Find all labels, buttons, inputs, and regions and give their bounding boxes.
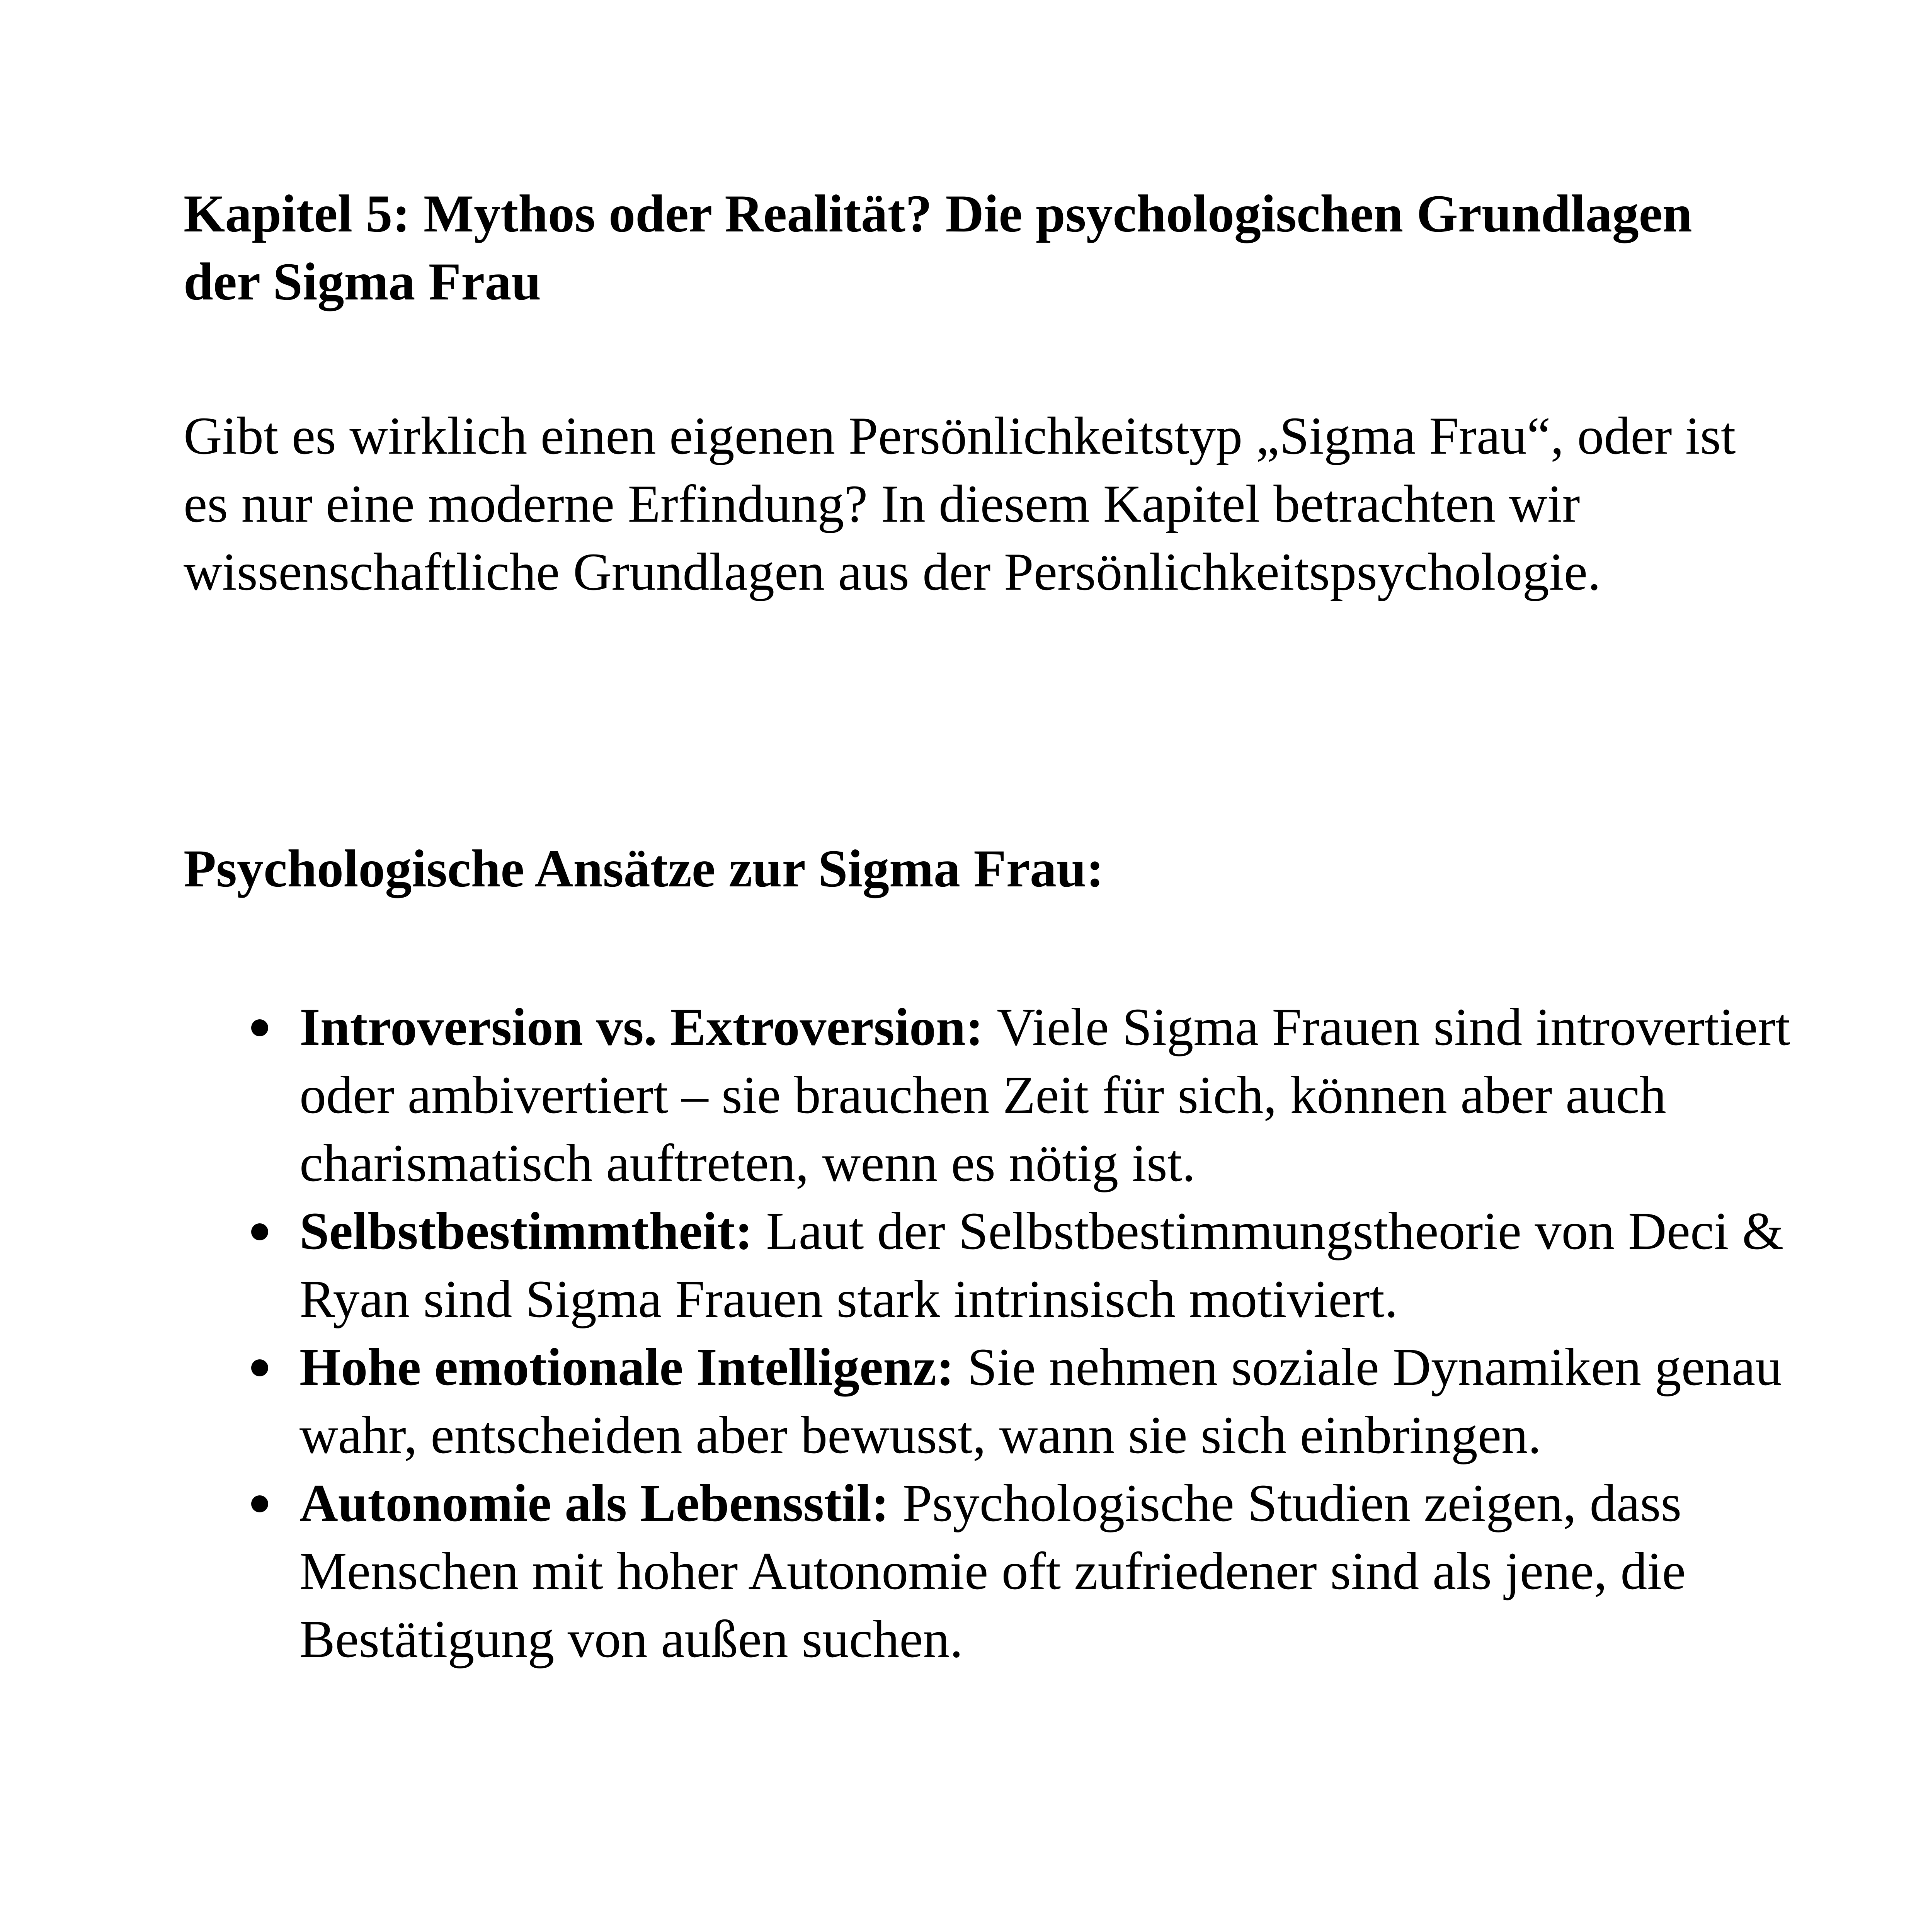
bullet-text: Viele Sigma Frauen sind introvertiert oder ambivertiert – sie brauchen Zeit für sich, können aber auch charismatisch auftreten, wenn es nötig ist.: [299, 997, 1790, 1192]
bullet-text: Psychologische Studien zeigen, dass Menschen mit hoher Autonomie oft zufriedener sind als jene, die Bestätigung von außen suchen.: [299, 1473, 1686, 1668]
intro-paragraph: Gibt es wirklich einen eigenen Persönlichkeitstyp „Sigma Frau“, oder ist es nur eine moderne Erfindung? In diesem Kapitel betrachten wir wissenschaftliche Grundlagen aus der Persönlichkeitspsychologie.: [184, 406, 1736, 601]
chapter-title: Kapitel 5: Mythos oder Realität? Die psychologischen Grundlagen der Sigma Frau: [184, 184, 1692, 311]
list-item: [247, 1197, 1793, 1333]
bullet-icon: [251, 1019, 268, 1036]
bullet-term: Hohe emotionale Intelligenz:: [299, 1337, 968, 1396]
approaches-list: [247, 993, 1793, 1673]
bullet-term: Autonomie als Lebensstil:: [299, 1473, 903, 1532]
bullet-term: Selbstbestimmtheit:: [299, 1201, 766, 1260]
bullet-text: Laut der Selbstbestimmungstheorie von Deci & Ryan sind Sigma Frauen stark intrinsisch motiviert.: [299, 1201, 1784, 1328]
list-item: [247, 1469, 1793, 1673]
bullet-icon: [251, 1223, 268, 1240]
list-item: [247, 1333, 1793, 1469]
bullet-term: Introversion vs. Extroversion:: [299, 997, 997, 1056]
section-heading: Psychologische Ansätze zur Sigma Frau:: [184, 839, 1104, 898]
list-item: [247, 993, 1793, 1197]
bullet-icon: [251, 1495, 268, 1512]
bullet-icon: [251, 1359, 268, 1376]
bullet-text: Sie nehmen soziale Dynamiken genau wahr, entscheiden aber bewusst, wann sie sich einbringen.: [299, 1337, 1782, 1464]
